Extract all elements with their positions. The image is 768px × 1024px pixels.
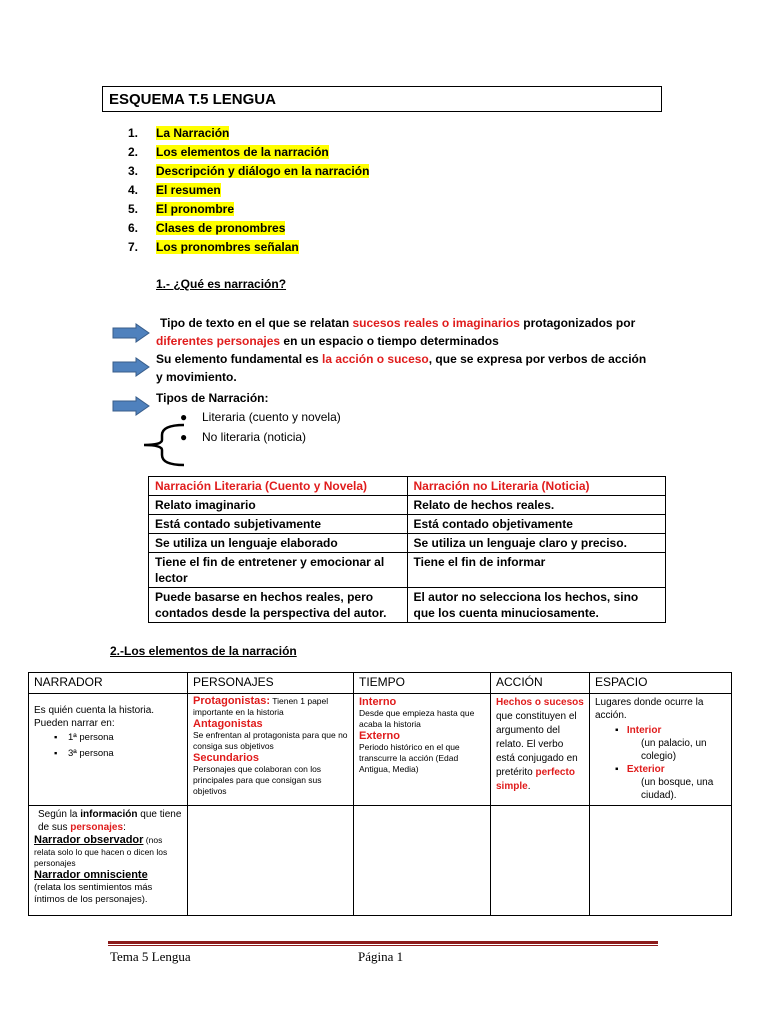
text-run: Tipo de texto en el que se relatan xyxy=(160,316,353,330)
list-label: 3ª persona xyxy=(67,748,114,759)
list-label: Literaria (cuento y novela) xyxy=(202,410,341,424)
text-run: Periodo histórico en el que transcurre la acción (Edad Antigua, Media) xyxy=(359,742,460,774)
types-label: Tipos de Narración: xyxy=(156,391,269,405)
text-run: Lugares donde ocurre la acción. xyxy=(595,697,704,721)
text-run: Narrador observador xyxy=(34,834,144,846)
table-cell: Relato de hechos reales. xyxy=(407,496,666,515)
list-item xyxy=(128,124,369,143)
list-item xyxy=(128,219,369,238)
highlight-text: Exterior xyxy=(626,764,665,775)
table-header-cell: TIEMPO xyxy=(354,673,491,694)
bullet-icon: ▪ xyxy=(54,748,58,759)
table-row xyxy=(149,588,666,623)
table-cell: Puede basarse en hechos reales, pero contados desde la perspectiva del autor. xyxy=(149,588,408,623)
table-row xyxy=(29,694,732,806)
table-cell: Tiene el fin de entretener y emocionar al lector xyxy=(149,553,408,588)
text-run: Desde que empieza hasta que acaba la historia xyxy=(359,708,475,729)
table-row xyxy=(29,806,732,916)
footer-rule xyxy=(108,945,658,946)
person-item xyxy=(34,732,182,744)
bullet-icon: ▪ xyxy=(615,725,619,736)
text-run: (nos xyxy=(143,835,163,845)
personajes-cell xyxy=(188,694,354,806)
list-label: No literaria (noticia) xyxy=(202,430,307,444)
list-item xyxy=(128,143,369,162)
text-run: protagonizados por xyxy=(519,316,636,330)
highlight-text: Protagonistas: xyxy=(193,695,271,707)
text-run: , que se expresa por verbos de acción xyxy=(428,352,647,366)
table-row xyxy=(149,515,666,534)
section-heading: 1.- ¿Qué es narración? xyxy=(156,277,287,291)
elements-table xyxy=(28,672,732,916)
highlight-text: Interior xyxy=(626,725,662,736)
table-cell xyxy=(590,806,732,916)
text-run: Según la xyxy=(38,809,81,820)
table-cell: Tiene el fin de informar xyxy=(407,553,666,588)
table-row xyxy=(149,534,666,553)
list-number: 3. xyxy=(128,164,139,178)
text-run: Tienen 1 papel importante en la historia xyxy=(193,696,329,717)
page-title: ESQUEMA T.5 LENGUA xyxy=(102,86,662,112)
highlight-text: personajes xyxy=(70,822,124,833)
list-label: Los elementos de la narración xyxy=(156,145,329,159)
table-of-contents xyxy=(128,124,369,257)
table-cell xyxy=(491,806,590,916)
text-run: Personajes que colaboran con los principales para que consigan sus objetivos xyxy=(193,764,322,796)
table-cell: Está contado subjetivamente xyxy=(149,515,408,534)
list-item xyxy=(180,407,341,427)
list-number: 4. xyxy=(128,183,139,197)
table-header-cell: ESPACIO xyxy=(590,673,732,694)
table-header-row xyxy=(29,673,732,694)
arrow-right-icon xyxy=(112,396,150,416)
footer-page-number: Página 1 xyxy=(358,949,404,964)
table-header-cell: PERSONAJES xyxy=(188,673,354,694)
highlight-text: sucesos reales o imaginarios xyxy=(352,316,520,330)
list-number: 1. xyxy=(128,126,139,140)
list-item xyxy=(128,238,369,257)
list-label: La Narración xyxy=(156,126,230,140)
list-number: 7. xyxy=(128,240,139,254)
accion-cell xyxy=(491,694,590,806)
list-label: Descripción y diálogo en la narración xyxy=(156,164,370,178)
table-cell: Se utiliza un lenguaje elaborado xyxy=(149,534,408,553)
table-cell: Relato imaginario xyxy=(149,496,408,515)
text-run: Su elemento fundamental es xyxy=(156,352,323,366)
text-run: : xyxy=(123,822,126,833)
footer-rule xyxy=(108,941,658,944)
list-number: 5. xyxy=(128,202,139,216)
highlight-text: diferentes personajes xyxy=(156,334,281,348)
list-item xyxy=(128,200,369,219)
table-cell: Se utiliza un lenguaje claro y preciso. xyxy=(407,534,666,553)
table-row xyxy=(149,553,666,588)
table-header-cell: Narración no Literaria (Noticia) xyxy=(407,477,666,496)
list-label: 1ª persona xyxy=(67,732,114,743)
table-cell: Está contado objetivamente xyxy=(407,515,666,534)
arrow-right-icon xyxy=(112,357,150,377)
list-label: Los pronombres señalan xyxy=(156,240,299,254)
highlight-text: perfecto simple xyxy=(496,767,575,792)
text-run: Se enfrentan al protagonista para que no consiga sus objetivos xyxy=(193,730,348,751)
tiempo-cell xyxy=(354,694,491,806)
element-paragraph xyxy=(156,350,676,386)
narrador-info-cell xyxy=(29,806,188,916)
highlight-text: Externo xyxy=(359,730,400,742)
bullet-icon: ▪ xyxy=(615,764,619,775)
text-run: y movimiento. xyxy=(156,370,237,384)
list-label: El pronombre xyxy=(156,202,235,216)
list-item xyxy=(128,181,369,200)
highlight-text: Hechos o sucesos xyxy=(496,697,584,708)
definition-paragraph xyxy=(156,314,676,350)
table-cell xyxy=(188,806,354,916)
person-item xyxy=(34,748,182,760)
text-run: relata solo lo que hacen o dicen los personajes xyxy=(34,847,168,868)
text-run: Narrador omnisciente xyxy=(34,869,148,881)
text-run: . xyxy=(527,781,531,792)
table-row xyxy=(149,496,666,515)
list-label: Clases de pronombres xyxy=(156,221,286,235)
arrow-right-icon xyxy=(112,323,150,343)
table-header-cell: NARRADOR xyxy=(29,673,188,694)
highlight-text: Antagonistas xyxy=(193,718,263,730)
bullet-icon: ▪ xyxy=(54,732,58,743)
text-run: que tiene de sus xyxy=(38,809,182,833)
section-heading: 2.-Los elementos de la narración xyxy=(110,644,297,658)
table-header-cell: ACCIÓN xyxy=(491,673,590,694)
table-header-cell: Narración Literaria (Cuento y Novela) xyxy=(149,477,408,496)
text-run: en un espacio o tiempo determinados xyxy=(280,334,499,348)
text-run: (un palacio, un colegio) xyxy=(641,738,707,762)
footer-left: Tema 5 Lengua xyxy=(110,949,191,964)
espacio-cell xyxy=(590,694,732,806)
narrador-intro: Es quién cuenta la historia. Pueden narrar en: xyxy=(34,705,155,729)
highlight-text: la acción o suceso xyxy=(322,352,429,366)
text-run: que constituyen el argumento del relato. El verbo está conjugado en pretérito xyxy=(496,711,578,778)
text-run: información xyxy=(80,809,138,820)
bullet-icon: ● xyxy=(180,430,188,444)
highlight-text: Secundarios xyxy=(193,752,260,764)
list-label: El resumen xyxy=(156,183,221,197)
bullet-icon: ● xyxy=(180,410,188,424)
narrador-cell xyxy=(29,694,188,806)
list-number: 6. xyxy=(128,221,139,235)
highlight-text: Interno xyxy=(359,696,397,708)
comparison-table xyxy=(148,476,666,623)
list-number: 2. xyxy=(128,145,139,159)
table-header-row xyxy=(149,477,666,496)
table-cell: El autor no selecciona los hechos, sino que los cuenta minuciosamente. xyxy=(407,588,666,623)
table-cell xyxy=(354,806,491,916)
list-item xyxy=(128,162,369,181)
narration-types-list xyxy=(180,407,341,447)
text-run: (relata los sentimientos más íntimos de los personajes). xyxy=(34,882,153,905)
list-item xyxy=(180,427,341,447)
text-run: (un bosque, una ciudad). xyxy=(641,777,714,801)
